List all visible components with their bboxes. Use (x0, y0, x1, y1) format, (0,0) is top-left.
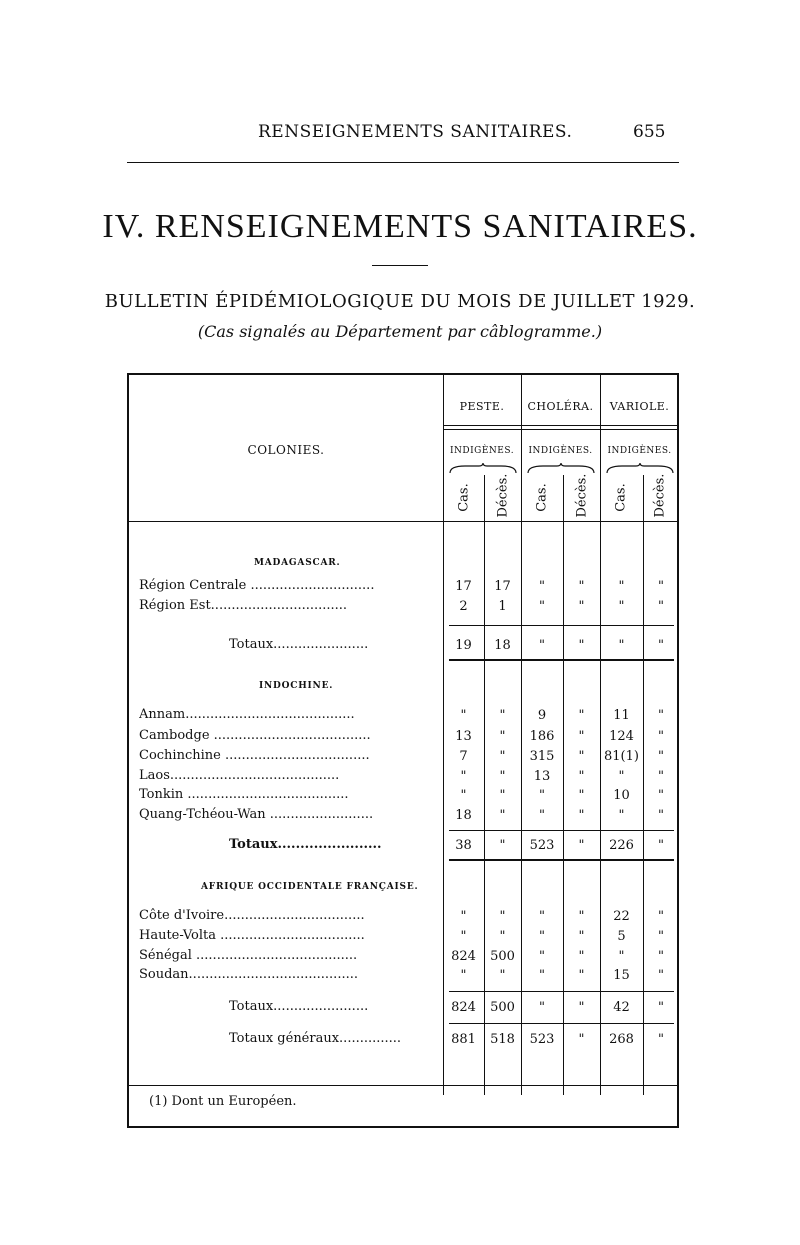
total-label: Totaux....................... (229, 637, 369, 652)
title-divider (372, 265, 428, 266)
table-cell: " (499, 808, 506, 823)
table-cell: " (658, 929, 664, 944)
total-cell: " (539, 1000, 545, 1015)
grand-total-cell: 523 (529, 1032, 555, 1047)
colonies-header: COLONIES. (247, 443, 325, 457)
table-cell: 17 (455, 579, 472, 594)
total-cell: " (618, 638, 625, 653)
subcol-deces-peste: Décès. (495, 473, 511, 518)
table-cell: " (539, 579, 545, 594)
table-cell: " (460, 788, 467, 803)
table-row-label: Laos......................................... (139, 768, 340, 783)
table-cell: " (499, 749, 506, 764)
table-cell: " (658, 579, 664, 594)
total-rule (449, 659, 674, 661)
table-cell: 124 (609, 729, 634, 744)
table-cell: " (658, 599, 664, 614)
table-cell: " (578, 929, 585, 944)
table-cell: " (578, 808, 585, 823)
table-cell: " (539, 808, 545, 823)
page-number: 655 (633, 122, 666, 142)
subcol-deces-variole: Décès. (652, 473, 668, 518)
total-cell: 500 (490, 1000, 515, 1015)
total-label: Totaux....................... (229, 837, 382, 852)
table-cell: 5 (617, 929, 626, 944)
table-cell: " (578, 749, 585, 764)
grand-total-cell: " (578, 1032, 585, 1047)
table-cell: 1 (498, 599, 507, 614)
table-cell: " (658, 769, 664, 784)
subtotal-rule (449, 625, 674, 626)
total-cell: " (578, 638, 585, 653)
table-cell: " (618, 579, 625, 594)
table-cell: 9 (537, 708, 547, 723)
table-cell: 7 (459, 749, 468, 764)
section-title: MADAGASCAR. (254, 558, 341, 568)
table-cell: " (658, 968, 664, 983)
total-cell: " (539, 638, 545, 653)
table-cell: " (499, 968, 506, 983)
table-cell: 315 (529, 749, 555, 764)
table-cell: " (499, 708, 506, 723)
total-cell: 18 (494, 638, 511, 653)
table-cell: " (658, 749, 664, 764)
grand-total-cell: 518 (490, 1032, 515, 1047)
table-cell: " (539, 909, 545, 924)
subcol-deces-cholera: Décès. (574, 473, 590, 518)
table-cell: 824 (451, 949, 476, 964)
table-cell: " (618, 808, 625, 823)
total-cell: 38 (455, 838, 472, 853)
subtotal-rule (449, 830, 674, 831)
table-cell: " (578, 909, 585, 924)
subcol-cas-variole: Cas. (613, 483, 629, 512)
footnote: (1) Dont un Européen. (149, 1094, 297, 1109)
grand-total-cell: 268 (609, 1032, 634, 1047)
table-cell: " (658, 708, 664, 723)
total-cell: " (578, 1000, 585, 1015)
table-row-label: Haute-Volta ................................... (139, 928, 365, 943)
table-cell: " (578, 968, 585, 983)
table-cell: 81(1) (604, 749, 639, 764)
header-rule (127, 162, 679, 163)
table-cell: " (539, 929, 545, 944)
table-cell: " (460, 968, 467, 983)
table-cell: " (539, 968, 545, 983)
bulletin-note: (Cas signalés au Département par câblogramme.) (197, 322, 603, 341)
footnote-rule (129, 1085, 679, 1086)
table-row-label: Cochinchine ................................... (139, 748, 370, 763)
table-cell: 11 (613, 708, 630, 723)
table-cell: " (578, 708, 585, 723)
table-cell: " (658, 949, 664, 964)
table-row-label: Tonkin ....................................... (139, 787, 349, 802)
table-row-label: Cambodge ...................................... (139, 728, 371, 743)
total-cell: 19 (455, 638, 472, 653)
grand-total-label: Totaux généraux............... (229, 1031, 402, 1046)
subcol-cas-peste: Cas. (456, 483, 472, 512)
total-cell: " (658, 838, 664, 853)
disease-header-peste: PESTE. (459, 400, 505, 413)
table-cell: " (578, 579, 585, 594)
total-cell: 226 (609, 838, 634, 853)
table-cell: " (658, 729, 664, 744)
subtotal-rule (449, 991, 674, 992)
table-cell: " (618, 769, 625, 784)
table-cell: " (539, 599, 545, 614)
table-cell: " (618, 599, 625, 614)
population-header: INDIGÈNES. (449, 446, 515, 456)
table-cell: 15 (613, 968, 630, 983)
total-rule (449, 859, 674, 861)
table-cell: 10 (613, 788, 630, 803)
table-row-label: Région Est................................. (139, 598, 348, 613)
subcol-cas-cholera: Cas. (534, 483, 550, 512)
population-header: INDIGÈNES. (528, 446, 593, 456)
table-row-label: Annam......................................... (139, 707, 355, 722)
table-cell: " (658, 909, 664, 924)
table-cell: " (618, 949, 625, 964)
grand-total-cell: " (658, 1032, 664, 1047)
table-cell: " (539, 788, 545, 803)
table-cell: " (539, 949, 545, 964)
subtotal-rule (449, 1023, 674, 1024)
table-cell: " (578, 599, 585, 614)
table-row-label: Soudan......................................... (139, 967, 358, 982)
table-row-label: Région Centrale .............................. (139, 578, 375, 593)
header-rule (443, 425, 679, 426)
table-row-label: Sénégal ....................................... (139, 948, 358, 963)
header-bottom-rule (129, 521, 679, 522)
total-label: Totaux....................... (229, 999, 369, 1014)
table-cell: 500 (490, 949, 515, 964)
table-cell: 13 (455, 729, 472, 744)
disease-header-variole: VARIOLE. (609, 400, 670, 413)
total-cell: 523 (529, 838, 555, 853)
total-cell: " (658, 638, 664, 653)
table-cell: " (578, 769, 585, 784)
population-header: INDIGÈNES. (607, 446, 672, 456)
running-header-title: RENSEIGNEMENTS SANITAIRES. (258, 122, 573, 142)
table-cell: " (499, 769, 506, 784)
table-cell: 186 (529, 729, 555, 744)
table-cell: " (658, 788, 664, 803)
table-cell: " (499, 788, 506, 803)
total-cell: " (578, 838, 585, 853)
table-cell: " (578, 788, 585, 803)
table-cell: 2 (459, 599, 468, 614)
total-cell: " (499, 838, 506, 853)
page-title: IV. RENSEIGNEMENTS SANITAIRES. (102, 208, 698, 245)
bulletin-table (127, 373, 679, 1128)
table-cell: " (499, 909, 506, 924)
table-cell: " (460, 769, 467, 784)
table-cell: 18 (455, 808, 472, 823)
table-cell: " (578, 949, 585, 964)
table-cell: " (460, 909, 467, 924)
table-cell: " (460, 708, 467, 723)
table-cell: " (578, 729, 585, 744)
bulletin-subtitle: BULLETIN ÉPIDÉMIOLOGIQUE DU MOIS DE JUILLET 1929. (104, 291, 696, 312)
total-cell: 824 (451, 1000, 476, 1015)
table-cell: " (499, 729, 506, 744)
table-cell: " (658, 808, 664, 823)
section-title: INDOCHINE. (259, 681, 334, 691)
section-title: AFRIQUE OCCIDENTALE FRANÇAISE. (201, 882, 419, 892)
total-cell: " (658, 1000, 664, 1015)
table-row-label: Côte d'Ivoire.................................. (139, 908, 365, 923)
table-cell: 13 (533, 769, 551, 784)
table-cell: " (499, 929, 506, 944)
table-cell: 17 (494, 579, 511, 594)
disease-header-cholera: CHOLÉRA. (527, 400, 594, 413)
header-rule (443, 429, 679, 430)
table-row-label: Quang-Tchéou-Wan ......................... (139, 807, 374, 822)
total-cell: 42 (613, 1000, 630, 1015)
grand-total-cell: 881 (451, 1032, 476, 1047)
table-cell: 22 (613, 909, 630, 924)
table-cell: " (460, 929, 467, 944)
